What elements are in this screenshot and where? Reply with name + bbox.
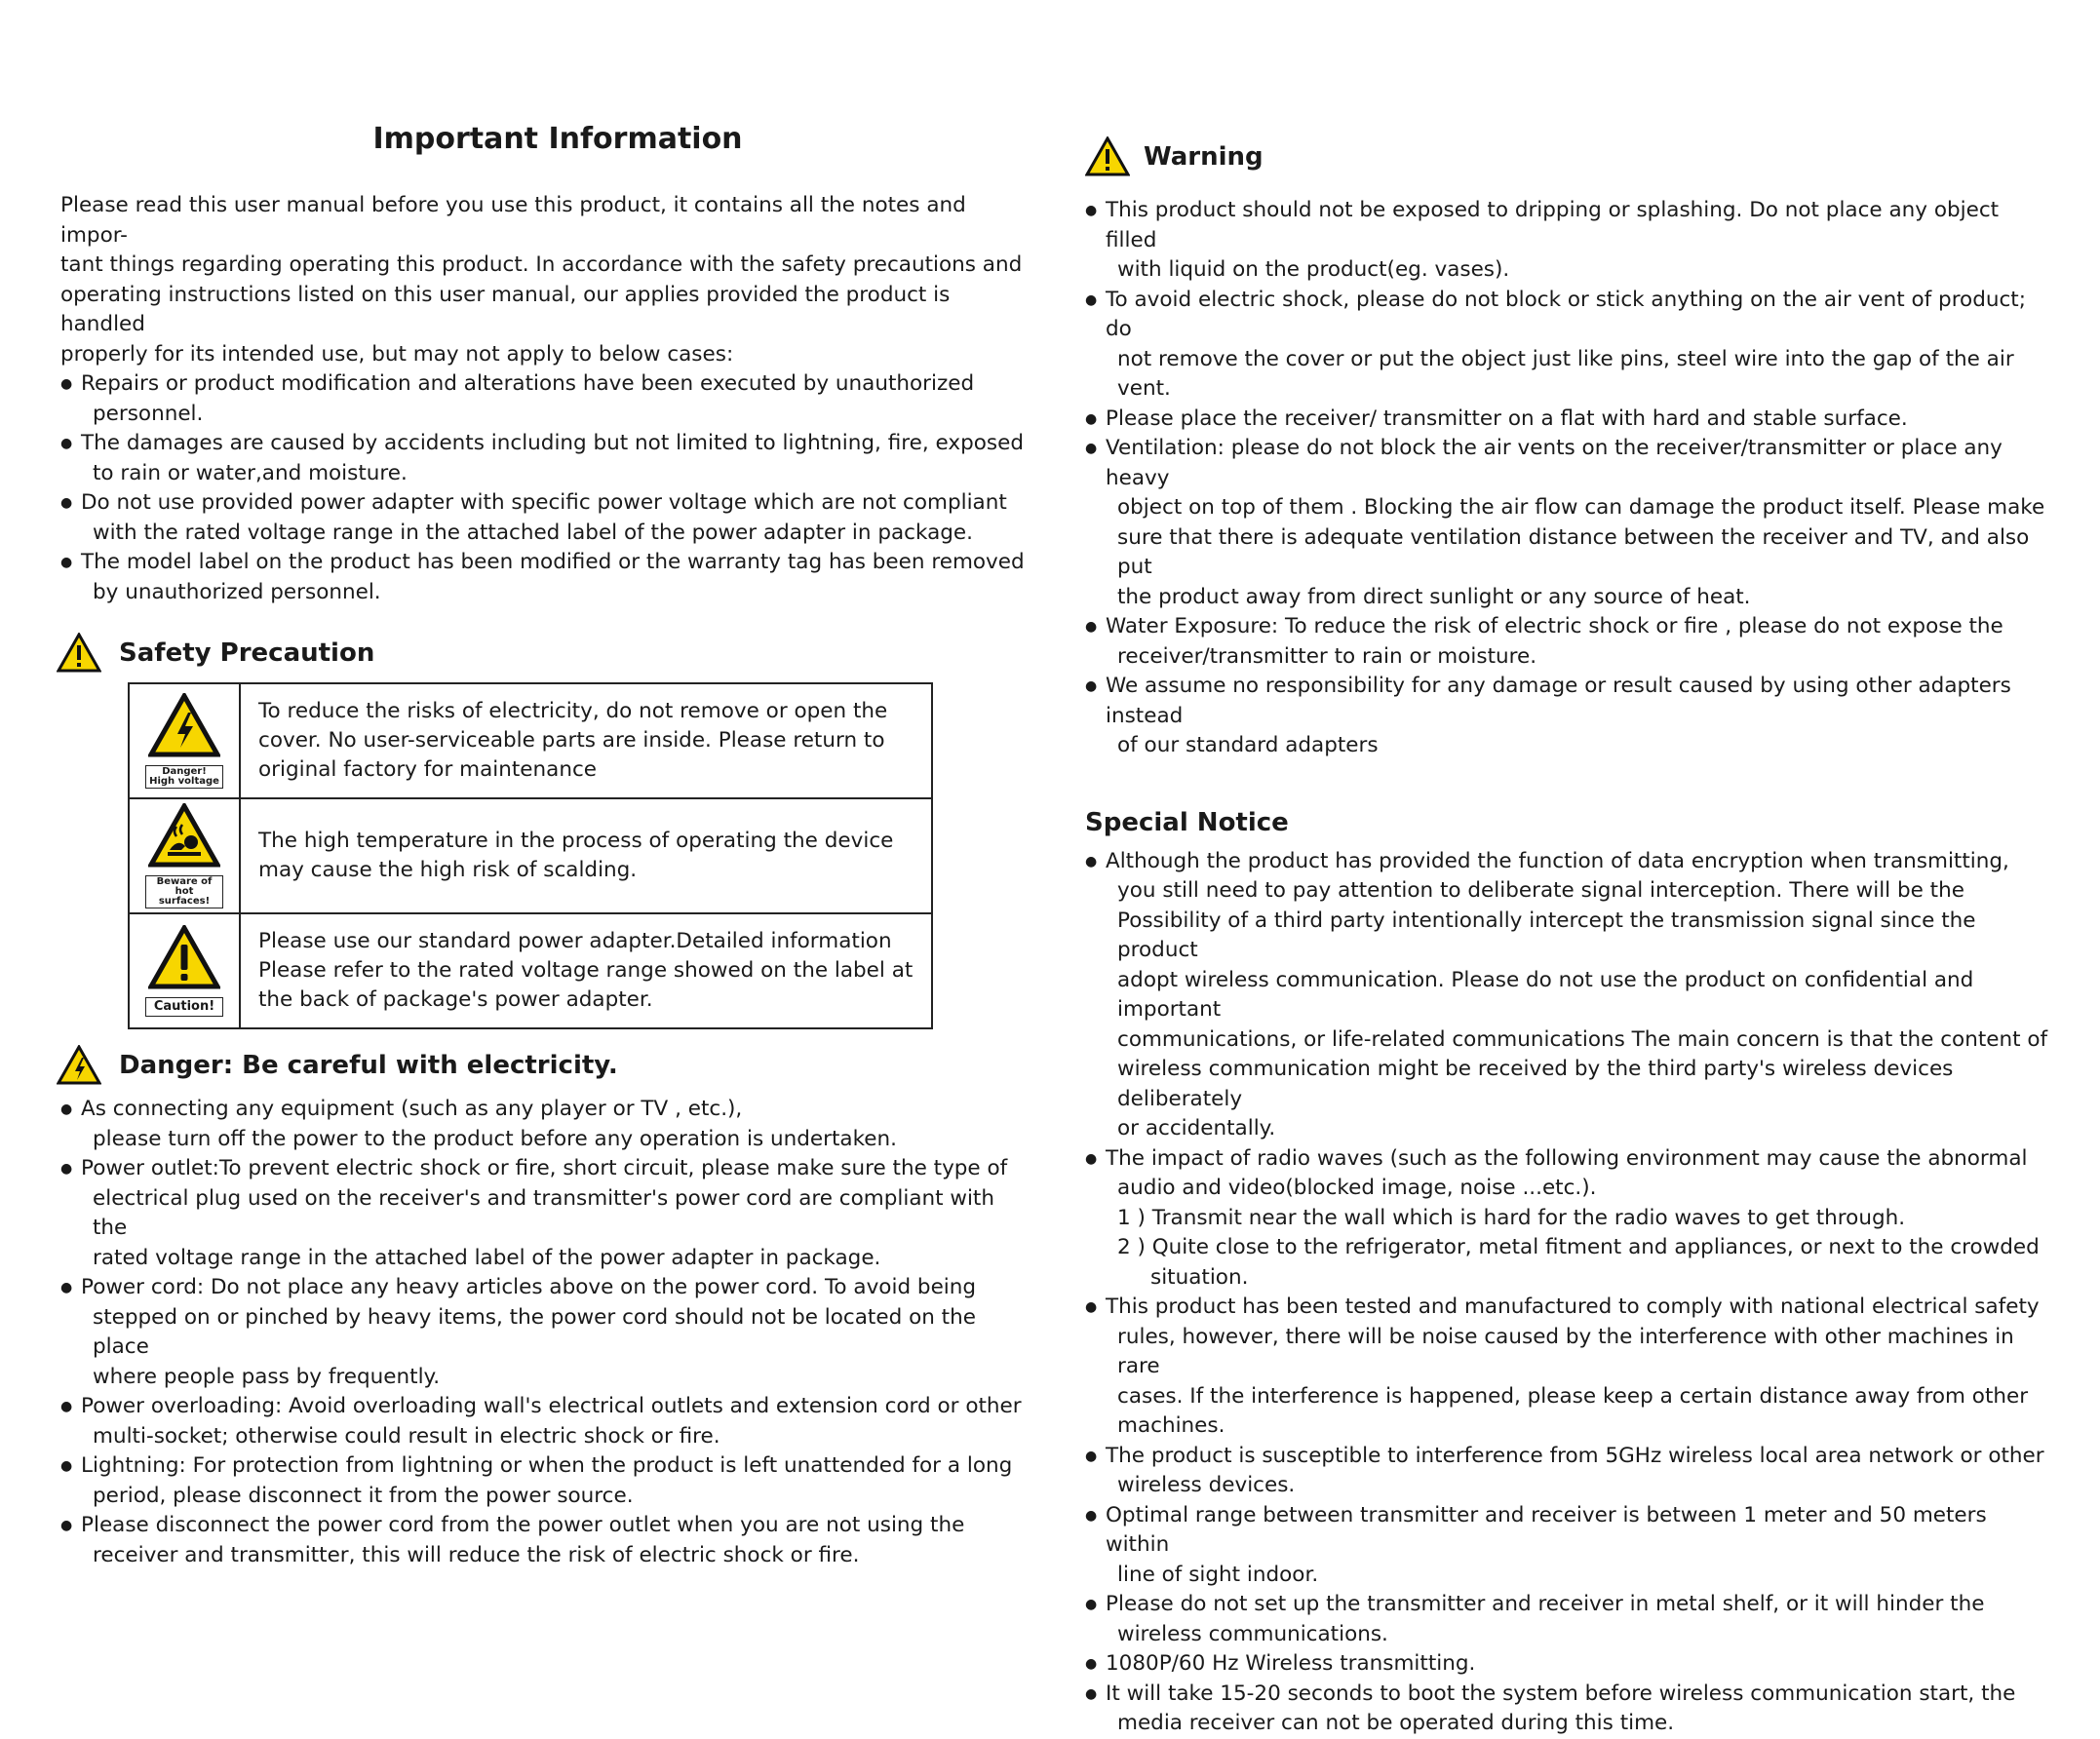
list-item: ● Power overloading: Avoid overloading wall's electrical outlets and extension cord or other multi-socket; otherwise could result in electric shock or fire. [60,1392,1026,1451]
intro-paragraph [60,191,1026,369]
list-item: ● Power outlet:To prevent electric shock or fire, short circuit, please make sure the type of electrical plug used on the receiver's and transmitter's power cord are compliant with the rated voltage range in the attached label of the power adapter in package. [60,1154,1026,1273]
list-item: ● 1080P/60 Hz Wireless transmitting. [1085,1649,2050,1680]
warning-heading [1085,136,2050,176]
warning-triangle-icon [1085,136,1130,176]
list-item: ● Do not use provided power adapter with specific power voltage which are not compliant with the rated voltage range in the attached label of the power adapter in package. [60,488,1026,548]
left-column [60,122,1026,1570]
right-column [1085,136,2050,1739]
danger-heading [57,1045,1026,1085]
sign-label: Caution! [145,997,223,1017]
intro-line: tant things regarding operating this product. In accordance with the safety precautions and [60,252,1023,277]
sign-cell [129,683,240,798]
hot-surface-icon [148,803,220,868]
section-title: Safety Precaution [119,638,375,668]
list-item: ● Please disconnect the power cord from the power outlet when you are not using the receiver and transmitter, this will reduce the risk of electric shock or fire. [60,1511,1026,1570]
sign-cell [129,913,240,1028]
list-item: ● To avoid electric shock, please do not block or stick anything on the air vent of product; do not remove the cover or put the object just like pins, steel wire into the gap of the air vent. [1085,286,2050,405]
special-notice-list [1085,847,2050,1739]
safety-text: The high temperature in the process of operating the device may cause the high risk of scalding. [240,798,932,913]
warning-list [1085,196,2050,761]
caution-icon [148,925,220,989]
list-item: ● Lightning: For protection from lightning or when the product is left unattended for a long period, please disconnect it from the power source. [60,1451,1026,1511]
list-item: ● Power cord: Do not place any heavy articles above on the power cord. To avoid being stepped on or pinched by heavy items, the power cord should not be located on the place where people pass by frequently. [60,1273,1026,1392]
list-item: ● Please do not set up the transmitter and receiver in metal shelf, or it will hinder the wireless communications. [1085,1590,2050,1649]
list-item: ● As connecting any equipment (such as any player or TV , etc.), please turn off the power to the product before any operation is undertaken. [60,1095,1026,1154]
high-voltage-icon [148,693,220,757]
list-item: ● The model label on the product has been modified or the warranty tag has been removed by unauthorized personnel. [60,548,1026,607]
table-row [129,913,932,1028]
section-title: Danger: Be careful with electricity. [119,1050,618,1080]
list-item: ● This product should not be exposed to dripping or splashing. Do not place any object filled with liquid on the product(eg. vases). [1085,196,2050,286]
page-title: Important Information [372,122,743,156]
list-item: ● Although the product has provided the function of data encryption when transmitting, you still need to pay attention to deliberate signal interception. There will be the Possibility of a third party intentionally intercept the transmission signal since the product adopt wireless communication. Please do not use the product on confidential and important communications, or life-related communications The main concern is that the content of wireless communication might be received by the third party's wireless devices deliberately or accidentally. [1085,847,2050,1144]
safety-table [128,682,933,1029]
special-notice-heading: Special Notice [1085,807,1289,837]
intro-line: properly for its intended use, but may not apply to below cases: [60,341,734,367]
sign-label: Danger! High voltage [145,765,223,789]
list-item: ● Water Exposure: To reduce the risk of electric shock or fire , please do not expose the receiver/transmitter to rain or moisture. [1085,612,2050,672]
high-voltage-icon [57,1045,101,1085]
safety-precaution-heading [57,633,1026,673]
warning-triangle-icon [57,633,101,673]
list-item: ● Repairs or product modification and alterations have been executed by unauthorized personnel. [60,369,1026,429]
table-row [129,683,932,798]
list-item: ● The product is susceptible to interference from 5GHz wireless local area network or other wireless devices. [1085,1442,2050,1501]
sign-label: Beware of hot surfaces! [145,875,223,908]
list-item: ● We assume no responsibility for any damage or result caused by using other adapters instead of our standard adapters [1085,672,2050,761]
list-item: ● Ventilation: please do not block the air vents on the receiver/transmitter or place any heavy object on top of them . Blocking the air flow can damage the product itself. Please make sure that there is adequate ventilation distance between the receiver and TV, and also put the product away from direct sunlight or any source of heat. [1085,434,2050,612]
list-item: ● This product has been tested and manufactured to comply with national electrical safety rules, however, there will be noise caused by the interference with other machines in rare cases. If the interference is happened, please keep a certain distance away from other machines. [1085,1293,2050,1442]
list-item: ● The damages are caused by accidents including but not limited to lightning, fire, exposed to rain or water,and moisture. [60,429,1026,488]
list-item: ● It will take 15-20 seconds to boot the system before wireless communication start, the media receiver can not be operated during this time. [1085,1680,2050,1739]
list-item: ● Please place the receiver/ transmitter on a flat with hard and stable surface. [1085,405,2050,435]
list-item: ● Optimal range between transmitter and receiver is between 1 meter and 50 meters within line of sight indoor. [1085,1501,2050,1591]
safety-text: To reduce the risks of electricity, do not remove or open the cover. No user-serviceable parts are inside. Please return to original factory for maintenance [240,683,932,798]
sign-cell [129,798,240,913]
table-row [129,798,932,913]
list-item: ● The impact of radio waves (such as the following environment may cause the abnormal audio and video(blocked image, noise ...etc.). 1 ) Transmit near the wall which is hard for the radio waves to get through. 2 ) Quite close to the refrigerator, metal fitment and appliances, or next to the crowded situation. [1085,1144,2050,1294]
danger-list [60,1095,1026,1570]
intro-line: operating instructions listed on this user manual, our applies provided the product is handled [60,282,951,336]
section-title: Warning [1144,141,1264,172]
intro-line: Please read this user manual before you use this product, it contains all the notes and impor- [60,193,966,248]
safety-text: Please use our standard power adapter.Detailed information Please refer to the rated voltage range showed on the label at the back of package's power adapter. [240,913,932,1028]
exclusion-list [60,369,1026,607]
